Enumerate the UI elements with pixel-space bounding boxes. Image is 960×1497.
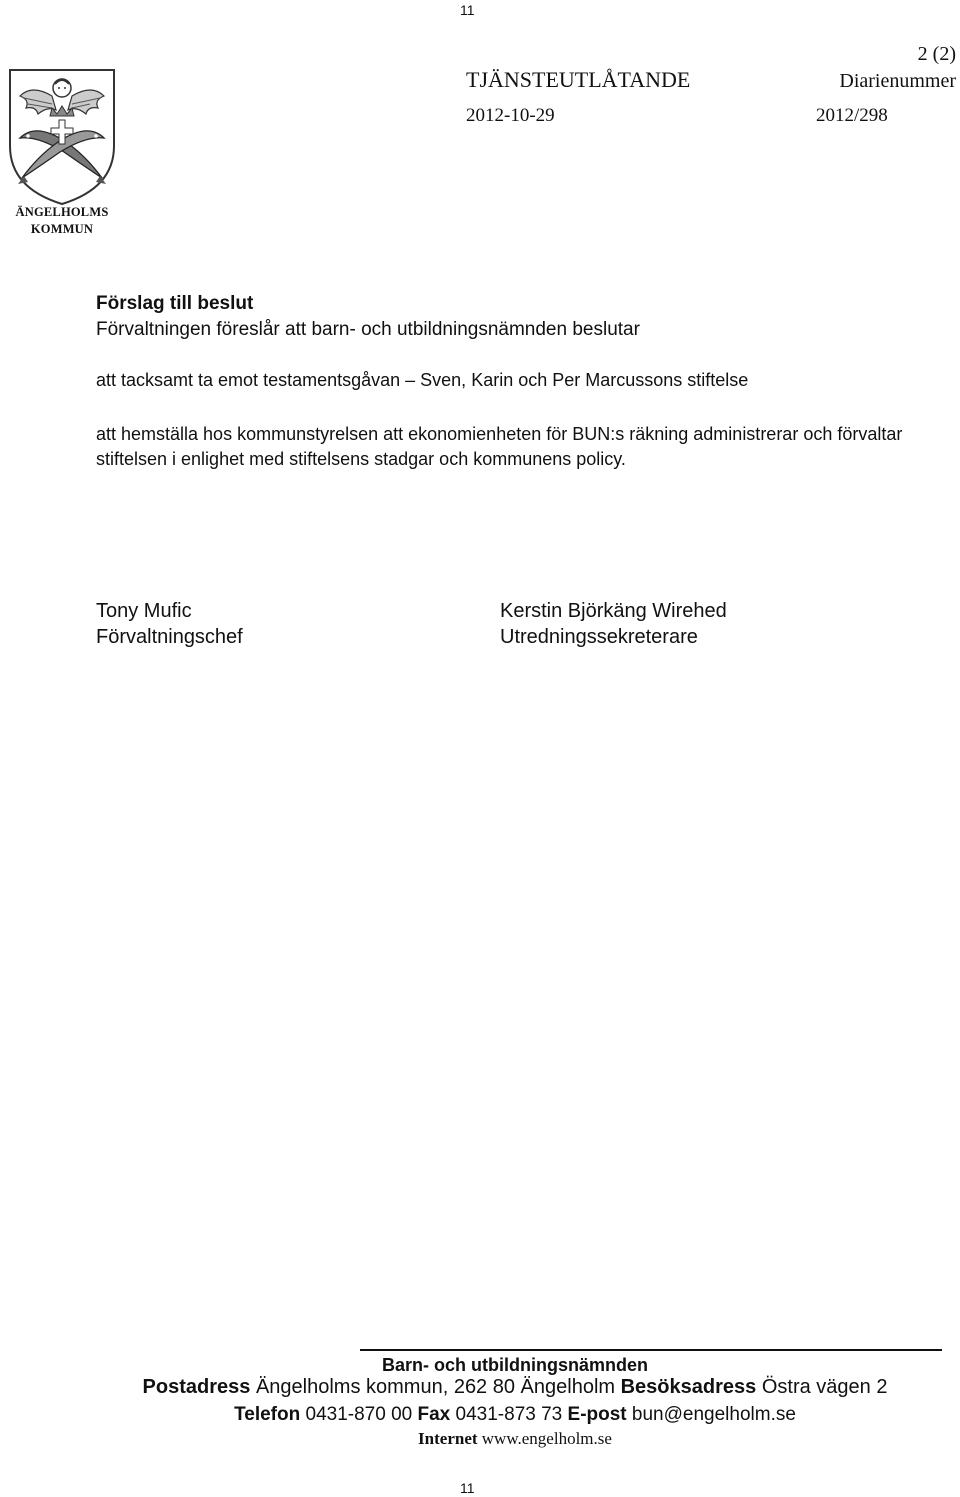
signatory-1-title: Förvaltningschef	[96, 626, 243, 648]
footer-internet-line	[0, 1429, 960, 1449]
diarie-number: 2012/298	[816, 105, 888, 126]
fax-value: 0431-873 73	[455, 1404, 563, 1425]
logo-wordmark	[0, 204, 124, 238]
footer-organization: Barn- och utbildningsnämnden	[382, 1355, 648, 1375]
diarie-number-label: Diarienummer	[839, 70, 956, 92]
page-number-bottom: 11	[460, 1480, 475, 1496]
postadress-value: Ängelholms kommun, 262 80 Ängelholm	[255, 1376, 616, 1398]
fax-label: Fax	[417, 1404, 451, 1425]
telefon-value: 0431-870 00	[305, 1404, 413, 1425]
signatory-2-title: Utredningssekreterare	[500, 626, 698, 648]
logo-name-line2: KOMMUN	[30, 222, 94, 236]
signatory-2-name: Kerstin Björkäng Wirehed	[500, 600, 727, 622]
telefon-label: Telefon	[234, 1404, 301, 1425]
footer-contact-line	[0, 1404, 960, 1426]
proposal-point-2: att hemställa hos kommunstyrelsen att ekonomienheten för BUN:s räkning administrerar och förvaltar stiftelsen i enlighet med stiftelsens stadgar och kommunens policy.	[96, 424, 903, 469]
page-number-top: 11	[460, 2, 475, 18]
epost-label: E-post	[567, 1404, 627, 1425]
page-count: 2 (2)	[917, 43, 956, 65]
document-type: TJÄNSTEUTLÅTANDE	[466, 67, 691, 92]
document-date: 2012-10-29	[466, 105, 555, 126]
besoksadress-value: Östra vägen 2	[761, 1376, 888, 1398]
internet-value[interactable]: www.engelholm.se	[481, 1429, 612, 1448]
footer-address-line	[0, 1376, 960, 1399]
signatory-1-name: Tony Mufic	[96, 600, 192, 622]
postadress-label: Postadress	[142, 1376, 251, 1398]
internet-label: Internet	[418, 1429, 478, 1448]
epost-value[interactable]: bun@engelholm.se	[631, 1404, 796, 1425]
footer-divider	[360, 1349, 942, 1351]
proposal-heading: Förslag till beslut	[96, 293, 254, 314]
proposal-point-1: att tacksamt ta emot testamentsgåvan – Sven, Karin och Per Marcussons stiftelse	[96, 370, 749, 390]
proposal-intro: Förvaltningen föreslår att barn- och utbildningsnämnden beslutar	[96, 319, 640, 340]
besoksadress-label: Besöksadress	[620, 1376, 757, 1398]
logo-name-line1: ÄNGELHOLMS	[15, 205, 109, 219]
